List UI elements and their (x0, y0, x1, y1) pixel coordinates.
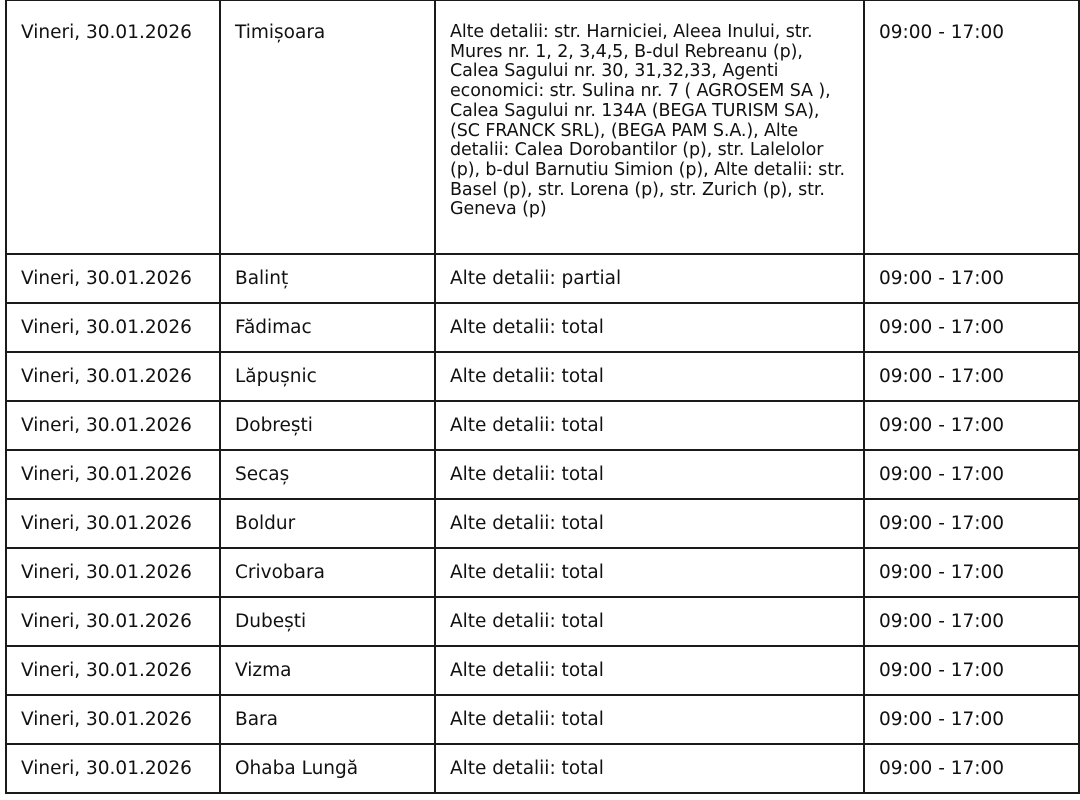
table-row (6, 499, 1079, 548)
table-row (6, 401, 1079, 450)
location-cell: Bara (220, 695, 435, 744)
time-interval-cell: 09:00 - 17:00 (864, 695, 1079, 744)
date-cell: Vineri, 30.01.2026 (6, 0, 220, 254)
details-cell: Alte detalii: total (435, 548, 864, 597)
details-cell: Alte detalii: total (435, 352, 864, 401)
date-cell: Vineri, 30.01.2026 (6, 303, 220, 352)
outage-schedule-table (5, 0, 1080, 794)
location-cell: Vizma (220, 646, 435, 695)
time-interval-cell: 09:00 - 17:00 (864, 352, 1079, 401)
time-interval-cell: 09:00 - 17:00 (864, 548, 1079, 597)
date-cell: Vineri, 30.01.2026 (6, 450, 220, 499)
time-interval-cell: 09:00 - 17:00 (864, 499, 1079, 548)
table-row (6, 646, 1079, 695)
table-row (6, 450, 1079, 499)
date-cell: Vineri, 30.01.2026 (6, 597, 220, 646)
table-row (6, 597, 1079, 646)
location-cell: Boldur (220, 499, 435, 548)
table-row (6, 0, 1079, 254)
details-cell: Alte detalii: total (435, 401, 864, 450)
details-cell: Alte detalii: total (435, 597, 864, 646)
location-cell: Secaș (220, 450, 435, 499)
date-cell: Vineri, 30.01.2026 (6, 401, 220, 450)
time-interval-cell: 09:00 - 17:00 (864, 646, 1079, 695)
table-row (6, 548, 1079, 597)
table-row (6, 352, 1079, 401)
time-interval-cell: 09:00 - 17:00 (864, 401, 1079, 450)
date-cell: Vineri, 30.01.2026 (6, 254, 220, 303)
details-cell: Alte detalii: total (435, 499, 864, 548)
details-cell: Alte detalii: total (435, 695, 864, 744)
location-cell: Lăpușnic (220, 352, 435, 401)
table-row (6, 744, 1079, 793)
location-cell: Crivobara (220, 548, 435, 597)
date-cell: Vineri, 30.01.2026 (6, 548, 220, 597)
details-cell: Alte detalii: partial (435, 254, 864, 303)
date-cell: Vineri, 30.01.2026 (6, 646, 220, 695)
location-cell: Dobrești (220, 401, 435, 450)
details-cell: Alte detalii: str. Harniciei, Aleea Inului, str. Mures nr. 1, 2, 3,4,5, B-dul Rebreanu (p), Calea Sagului nr. 30, 31,32,33, Agenti economici: str. Sulina nr. 7 ( AGROSEM SA ), Calea Sagului nr. 134A (BEGA TURISM SA), (SC FRANCK SRL), (BEGA PAM S.A.), Alte detalii: Calea Dorobantilor (p), str. Lalelolor (p), b-dul Barnutiu Simion (p), Alte detalii: str. Basel (p), str. Lorena (p), str. Zurich (p), str. Geneva (p) (435, 0, 864, 254)
location-cell: Ohaba Lungă (220, 744, 435, 793)
location-cell: Balinț (220, 254, 435, 303)
time-interval-cell: 09:00 - 17:00 (864, 597, 1079, 646)
details-cell: Alte detalii: total (435, 303, 864, 352)
time-interval-cell: 09:00 - 17:00 (864, 744, 1079, 793)
date-cell: Vineri, 30.01.2026 (6, 499, 220, 548)
date-cell: Vineri, 30.01.2026 (6, 695, 220, 744)
table-row (6, 254, 1079, 303)
time-interval-cell: 09:00 - 17:00 (864, 0, 1079, 254)
date-cell: Vineri, 30.01.2026 (6, 744, 220, 793)
date-cell: Vineri, 30.01.2026 (6, 352, 220, 401)
table-row (6, 695, 1079, 744)
time-interval-cell: 09:00 - 17:00 (864, 254, 1079, 303)
details-cell: Alte detalii: total (435, 450, 864, 499)
location-cell: Fădimac (220, 303, 435, 352)
table-row (6, 303, 1079, 352)
details-cell: Alte detalii: total (435, 646, 864, 695)
location-cell: Dubești (220, 597, 435, 646)
details-cell: Alte detalii: total (435, 744, 864, 793)
time-interval-cell: 09:00 - 17:00 (864, 303, 1079, 352)
time-interval-cell: 09:00 - 17:00 (864, 450, 1079, 499)
location-cell: Timișoara (220, 0, 435, 254)
